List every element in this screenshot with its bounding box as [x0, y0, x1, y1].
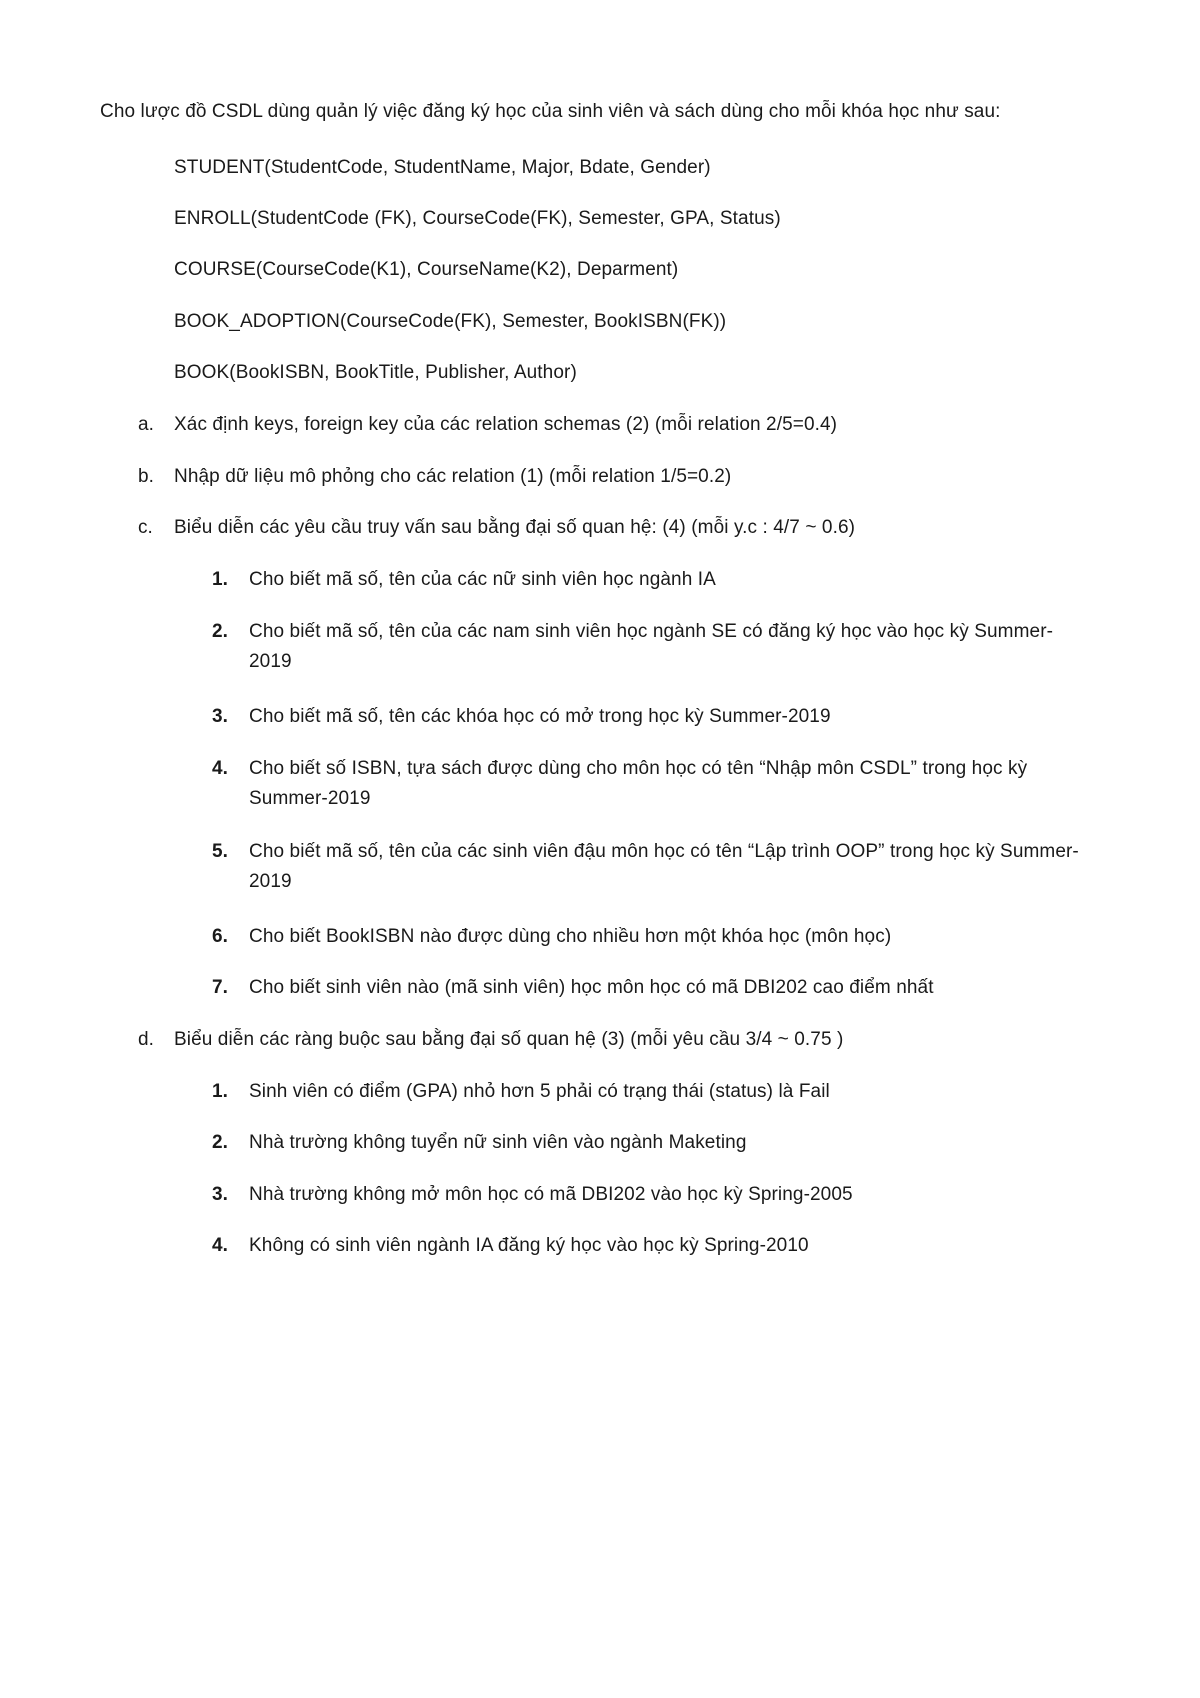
- part-c-item-7-marker: 7.: [212, 977, 228, 998]
- part-d-item-1: Sinh viên có điểm (GPA) nhỏ hơn 5 phải có trạng thái (status) là Fail: [249, 1081, 830, 1102]
- part-c-item-3: Cho biết mã số, tên các khóa học có mở trong học kỳ Summer-2019: [249, 706, 831, 727]
- schema-enroll: ENROLL(StudentCode (FK), CourseCode(FK), Semester, GPA, Status): [174, 208, 781, 229]
- schema-book-adoption: BOOK_ADOPTION(CourseCode(FK), Semester, BookISBN(FK)): [174, 311, 727, 332]
- part-c-item-4-marker: 4.: [212, 758, 228, 779]
- part-d-item-3: Nhà trường không mở môn học có mã DBI202 vào học kỳ Spring-2005: [249, 1184, 853, 1205]
- intro-paragraph: Cho lược đồ CSDL dùng quản lý việc đăng ký học của sinh viên và sách dùng cho mỗi khóa học như sau:: [100, 101, 1001, 122]
- part-c-item-2-marker: 2.: [212, 621, 228, 642]
- part-d-item-3-marker: 3.: [212, 1184, 228, 1205]
- schema-book: BOOK(BookISBN, BookTitle, Publisher, Author): [174, 362, 577, 383]
- schema-course: COURSE(CourseCode(K1), CourseName(K2), Deparment): [174, 259, 679, 280]
- part-b-text: Nhập dữ liệu mô phỏng cho các relation (1) (mỗi relation 1/5=0.2): [174, 466, 732, 487]
- part-c-item-5-marker: 5.: [212, 841, 228, 862]
- part-c-item-7: Cho biết sinh viên nào (mã sinh viên) học môn học có mã DBI202 cao điểm nhất: [249, 977, 934, 998]
- part-d-item-2: Nhà trường không tuyển nữ sinh viên vào ngành Maketing: [249, 1132, 747, 1153]
- part-d-item-1-marker: 1.: [212, 1081, 228, 1102]
- part-d-item-4: Không có sinh viên ngành IA đăng ký học vào học kỳ Spring-2010: [249, 1235, 809, 1256]
- part-d-item-4-marker: 4.: [212, 1235, 228, 1256]
- part-c-item-2: Cho biết mã số, tên của các nam sinh viên học ngành SE có đăng ký học vào học kỳ Summer-2019: [249, 621, 1054, 672]
- part-c-item-5: Cho biết mã số, tên của các sinh viên đậu môn học có tên “Lập trình OOP” trong học kỳ Summer-2019: [249, 841, 1079, 892]
- part-c-marker: c.: [138, 517, 153, 538]
- part-a-text: Xác định keys, foreign key của các relation schemas (2) (mỗi relation 2/5=0.4): [174, 414, 838, 435]
- part-c-item-4: Cho biết số ISBN, tựa sách được dùng cho môn học có tên “Nhập môn CSDL” trong học kỳ Summer-2019: [249, 758, 1028, 809]
- schema-student: STUDENT(StudentCode, StudentName, Major, Bdate, Gender): [174, 157, 711, 178]
- part-a-marker: a.: [138, 414, 154, 435]
- part-c-item-1: Cho biết mã số, tên của các nữ sinh viên học ngành IA: [249, 569, 716, 590]
- part-c-item-6: Cho biết BookISBN nào được dùng cho nhiều hơn một khóa học (môn học): [249, 926, 892, 947]
- part-c-text: Biểu diễn các yêu cầu truy vấn sau bằng đại số quan hệ: (4) (mỗi y.c : 4/7 ~ 0.6): [174, 517, 856, 538]
- part-d-marker: d.: [138, 1029, 154, 1050]
- part-c-item-6-marker: 6.: [212, 926, 228, 947]
- part-d-text: Biểu diễn các ràng buộc sau bằng đại số quan hệ (3) (mỗi yêu cầu 3/4 ~ 0.75 ): [174, 1029, 844, 1050]
- part-b-marker: b.: [138, 466, 154, 487]
- part-c-item-1-marker: 1.: [212, 569, 228, 590]
- part-c-item-3-marker: 3.: [212, 706, 228, 727]
- part-d-item-2-marker: 2.: [212, 1132, 228, 1153]
